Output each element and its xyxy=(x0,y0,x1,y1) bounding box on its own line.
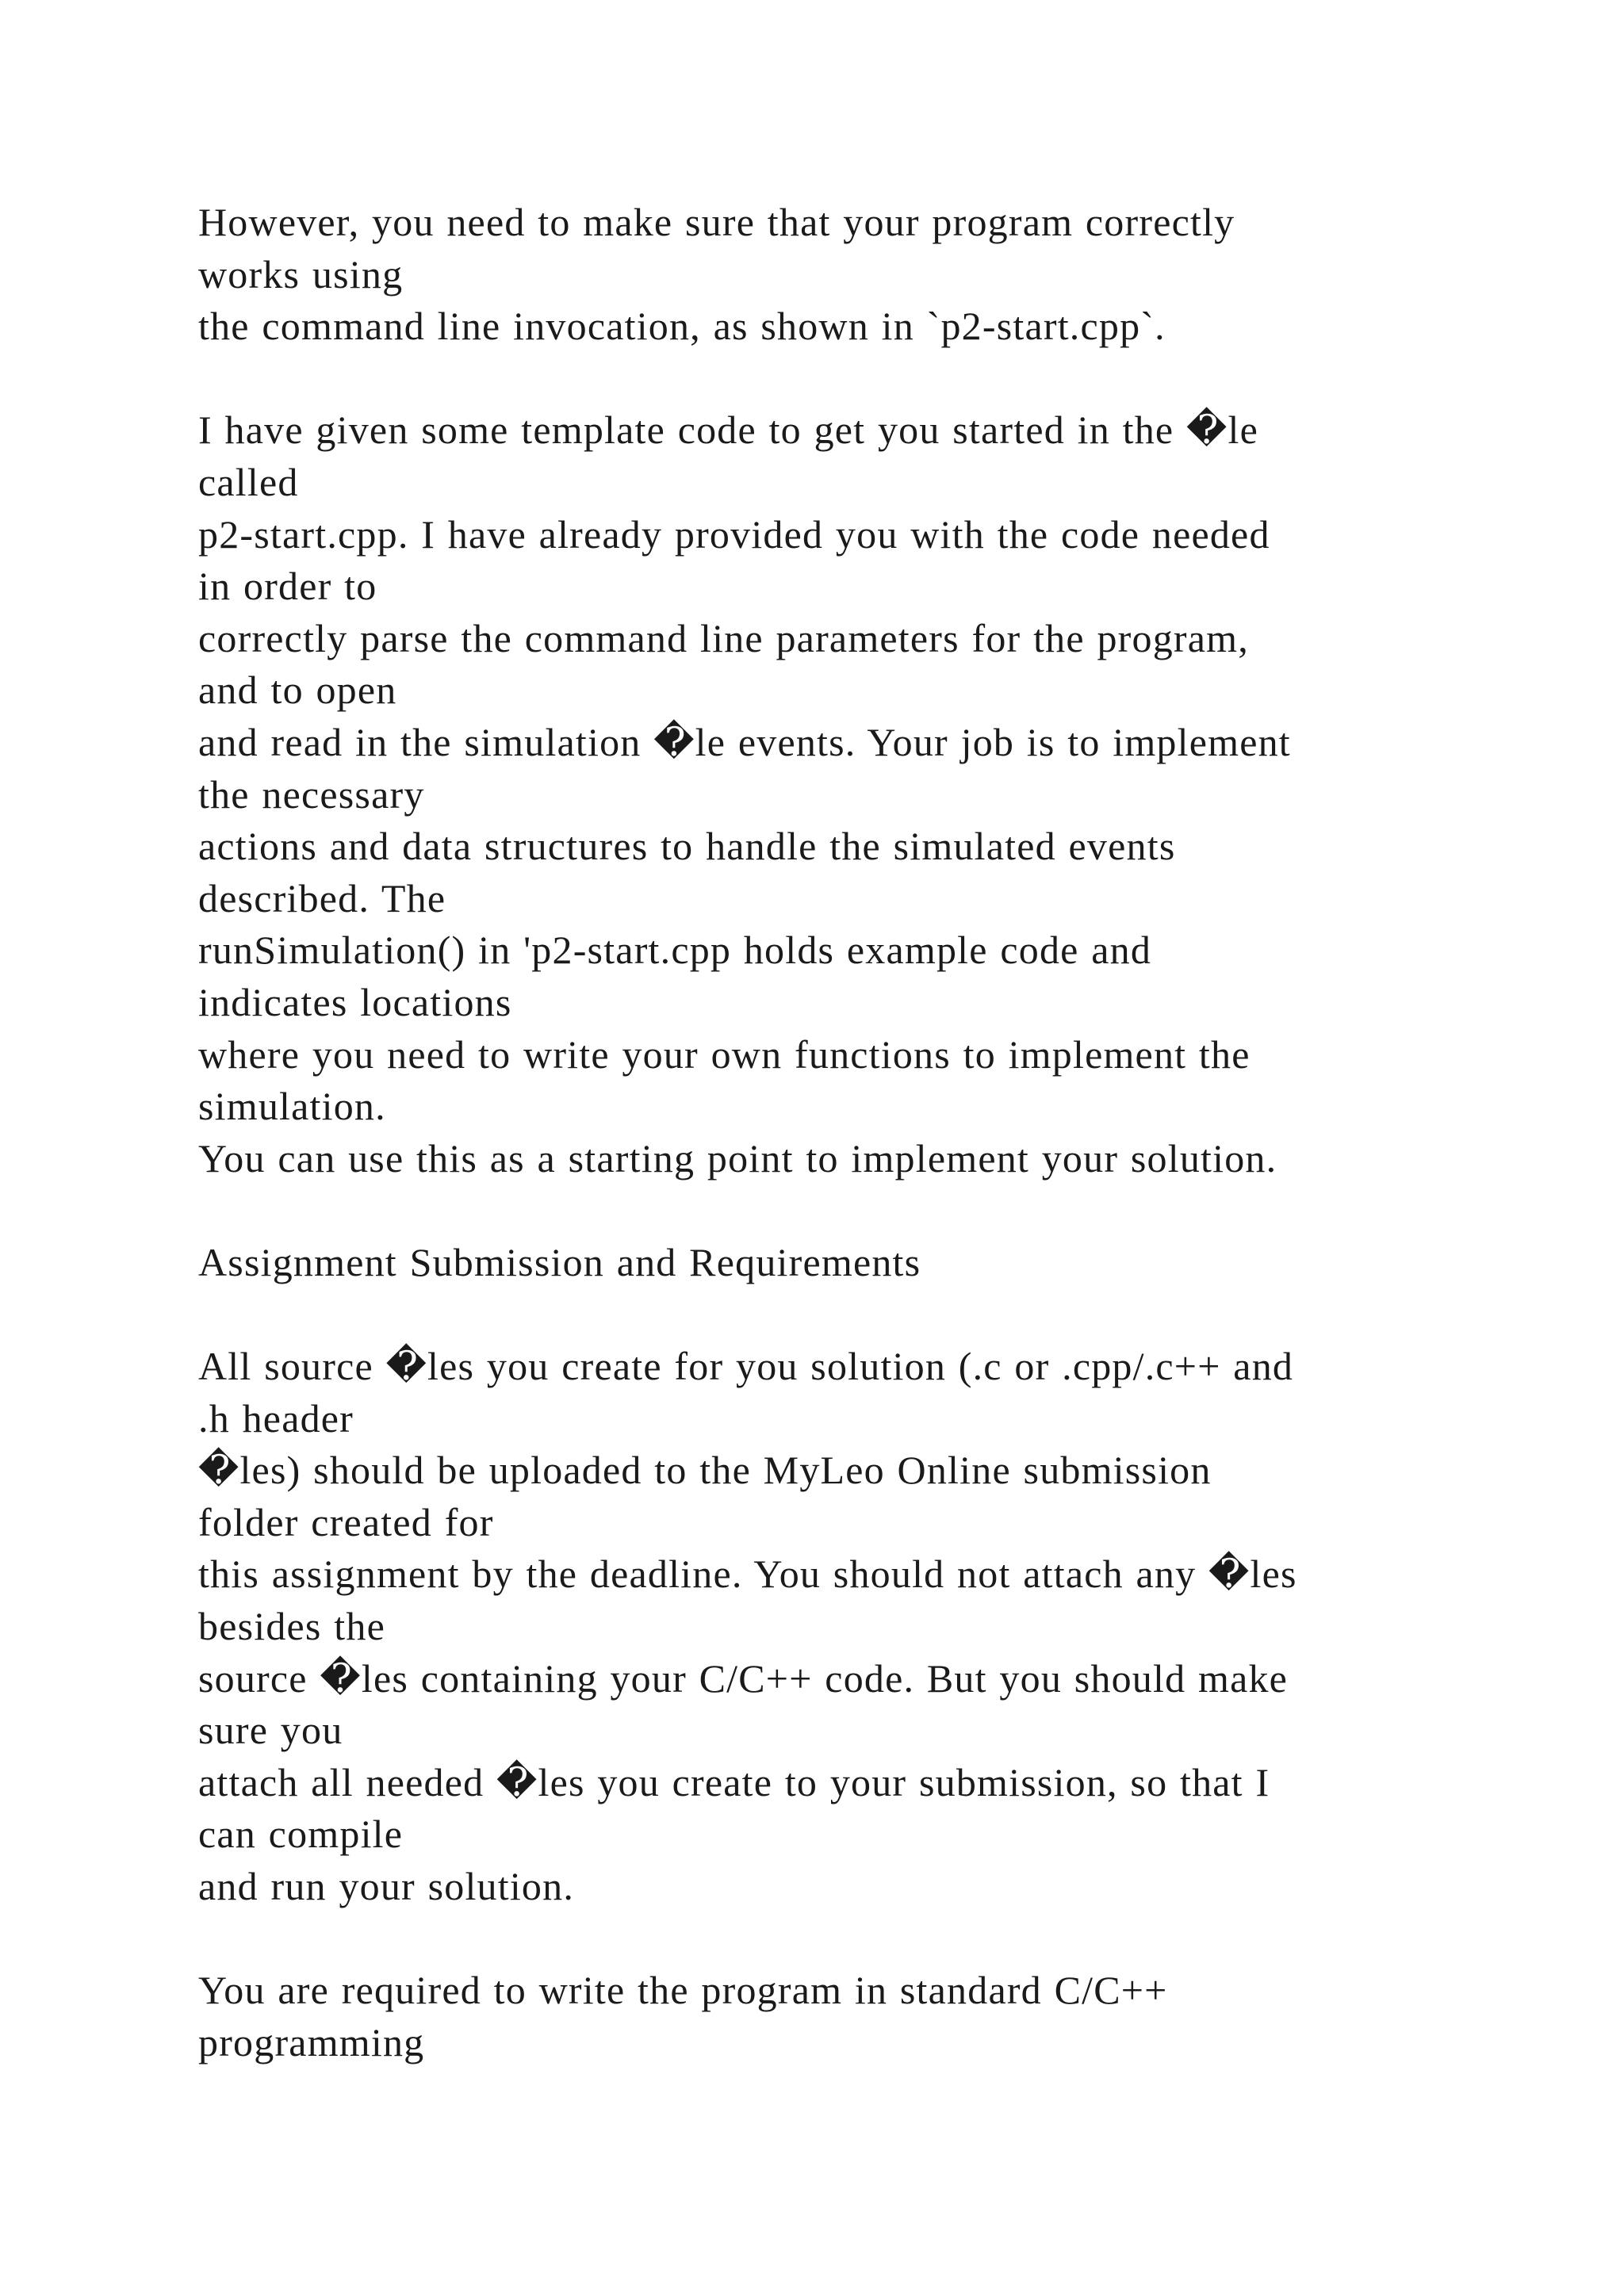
text-line: actions and data structures to handle the simulated events xyxy=(198,824,1176,869)
text-line: simulation. xyxy=(198,1084,386,1129)
text-line: However, you need to make sure that your program correctly xyxy=(198,200,1235,244)
text-line: All source �les you create for you solution (.c or .cpp/.c++ and xyxy=(198,1344,1294,1389)
text-line: attach all needed �les you create to your submission, so that I xyxy=(198,1759,1270,1804)
text-line: runSimulation() in 'p2-start.cpp holds example code and xyxy=(198,928,1152,973)
text-line: You are required to write the program in standard C/C++ xyxy=(198,1968,1168,2013)
text-line: source �les containing your C/C++ code. But you should make xyxy=(198,1655,1289,1701)
text-line: and read in the simulation �le events. Your job is to implement xyxy=(198,719,1291,764)
text-line: in order to xyxy=(198,564,377,609)
text-line: p2-start.cpp. I have already provided you with the code needed xyxy=(198,511,1270,557)
text-line: �les) should be uploaded to the MyLeo Online submission xyxy=(198,1448,1212,1493)
text-line: the command line invocation, as shown in `p2-start.cpp`. xyxy=(198,304,1166,349)
text-line: where you need to write your own functions to implement the xyxy=(198,1031,1251,1077)
document-body xyxy=(198,197,1546,2068)
text-line: and run your solution. xyxy=(198,1864,575,1908)
text-line: I have given some template code to get you started in the �le xyxy=(198,408,1258,453)
blank-line xyxy=(198,353,1546,405)
text-line: You can use this as a starting point to implement your solution. xyxy=(198,1135,1277,1181)
text-line: correctly parse the command line parameters for the program, xyxy=(198,615,1249,660)
text-line: called xyxy=(198,459,299,504)
text-line: folder created for xyxy=(198,1499,494,1544)
text-line: described. The xyxy=(198,875,446,920)
text-line: the necessary xyxy=(198,771,425,817)
blank-line xyxy=(198,1184,1546,1237)
text-line: indicates locations xyxy=(198,979,512,1024)
blank-line xyxy=(198,1288,1546,1341)
text-line: besides the xyxy=(198,1604,385,1649)
section-heading: Assignment Submission and Requirements xyxy=(198,1239,921,1284)
text-line: programming xyxy=(198,2019,425,2064)
text-line: sure you xyxy=(198,1708,343,1753)
text-line: .h header xyxy=(198,1395,354,1441)
blank-line xyxy=(198,1913,1546,1965)
text-line: this assignment by the deadline. You should not attach any �les xyxy=(198,1552,1297,1597)
text-line: and to open xyxy=(198,668,397,713)
text-line: can compile xyxy=(198,1812,404,1857)
text-line: works using xyxy=(198,251,404,297)
